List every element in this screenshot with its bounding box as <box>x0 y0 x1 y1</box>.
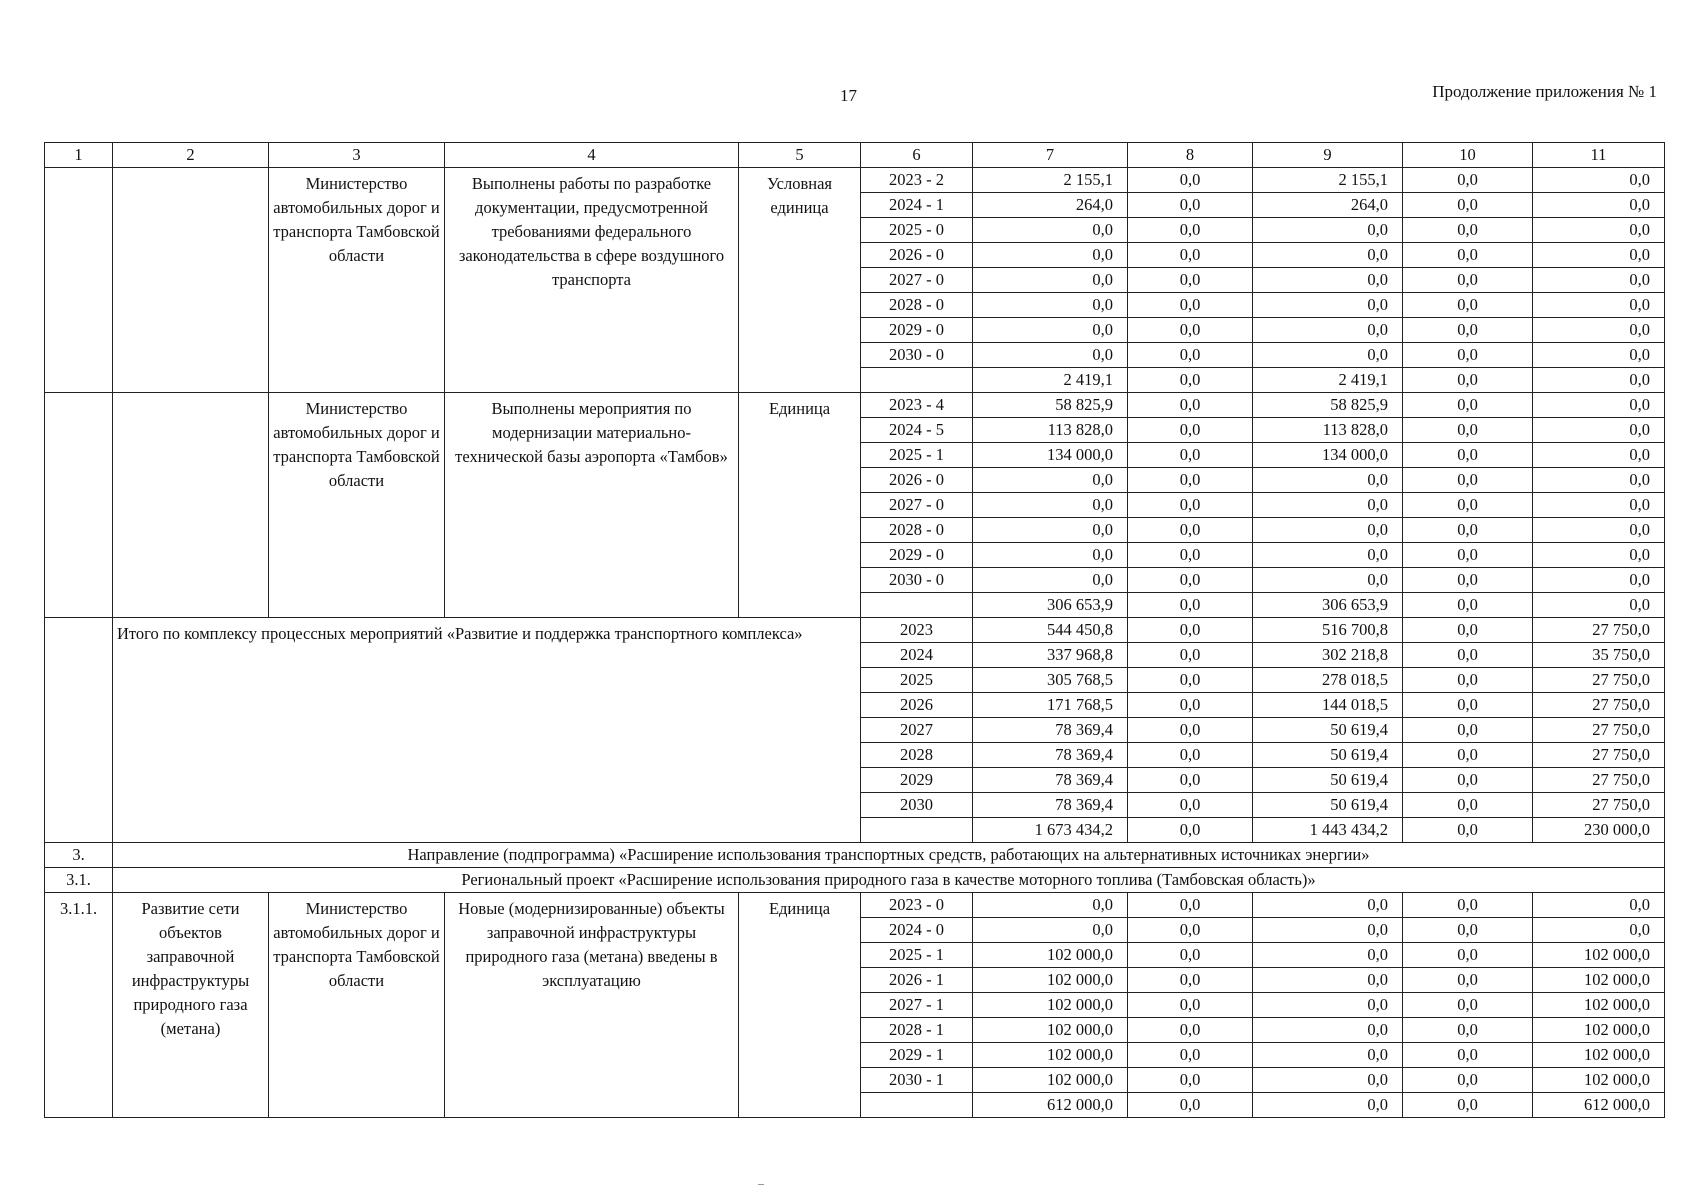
federal-value-cell: 0,0 <box>1128 193 1253 218</box>
total-value-cell: 78 369,4 <box>973 743 1128 768</box>
year-cell: 2026 - 1 <box>861 968 973 993</box>
total-value-cell: 134 000,0 <box>973 443 1128 468</box>
total-value-cell: 0,0 <box>973 268 1128 293</box>
regional-value-cell: 0,0 <box>1253 493 1403 518</box>
federal-value-cell: 0,0 <box>1128 418 1253 443</box>
regional-value-cell: 144 018,5 <box>1253 693 1403 718</box>
column-number: 7 <box>973 143 1128 168</box>
federal-value-cell: 0,0 <box>1128 593 1253 618</box>
year-cell: 2025 - 1 <box>861 943 973 968</box>
table-row <box>45 893 1665 918</box>
column-number: 8 <box>1128 143 1253 168</box>
total-value-cell: 612 000,0 <box>973 1093 1128 1118</box>
local-value-cell: 0,0 <box>1403 418 1533 443</box>
local-value-cell: 0,0 <box>1403 168 1533 193</box>
total-value-cell: 0,0 <box>973 293 1128 318</box>
year-cell <box>861 593 973 618</box>
table-row <box>45 168 1665 193</box>
extrabudget-value-cell: 0,0 <box>1533 393 1665 418</box>
local-value-cell: 0,0 <box>1403 268 1533 293</box>
regional-value-cell: 0,0 <box>1253 343 1403 368</box>
extrabudget-value-cell: 27 750,0 <box>1533 768 1665 793</box>
extrabudget-value-cell: 0,0 <box>1533 418 1665 443</box>
federal-value-cell: 0,0 <box>1128 268 1253 293</box>
total-value-cell: 102 000,0 <box>973 993 1128 1018</box>
column-number: 6 <box>861 143 973 168</box>
federal-value-cell: 0,0 <box>1128 893 1253 918</box>
year-cell: 2030 - 0 <box>861 343 973 368</box>
extrabudget-value-cell: 27 750,0 <box>1533 618 1665 643</box>
federal-value-cell: 0,0 <box>1128 943 1253 968</box>
local-value-cell: 0,0 <box>1403 218 1533 243</box>
total-value-cell: 0,0 <box>973 918 1128 943</box>
regional-value-cell: 0,0 <box>1253 243 1403 268</box>
regional-value-cell: 0,0 <box>1253 1018 1403 1043</box>
table-row <box>45 393 1665 418</box>
section-title-cell: Региональный проект «Расширение использования природного газа в качестве моторного топлива (Тамбовская область)» <box>113 868 1665 893</box>
measure-name-cell: Развитие сети объектов заправочной инфраструктуры природного газа (метана) <box>113 893 269 1118</box>
regional-value-cell: 0,0 <box>1253 293 1403 318</box>
column-number: 2 <box>113 143 269 168</box>
regional-value-cell: 0,0 <box>1253 943 1403 968</box>
section-number-cell: 3.1. <box>45 868 113 893</box>
federal-value-cell: 0,0 <box>1128 643 1253 668</box>
local-value-cell: 0,0 <box>1403 468 1533 493</box>
regional-value-cell: 0,0 <box>1253 518 1403 543</box>
federal-value-cell: 0,0 <box>1128 818 1253 843</box>
extrabudget-value-cell: 0,0 <box>1533 568 1665 593</box>
regional-value-cell: 113 828,0 <box>1253 418 1403 443</box>
local-value-cell: 0,0 <box>1403 968 1533 993</box>
federal-value-cell: 0,0 <box>1128 518 1253 543</box>
federal-value-cell: 0,0 <box>1128 793 1253 818</box>
regional-value-cell: 0,0 <box>1253 1093 1403 1118</box>
local-value-cell: 0,0 <box>1403 643 1533 668</box>
federal-value-cell: 0,0 <box>1128 618 1253 643</box>
extrabudget-value-cell: 230 000,0 <box>1533 818 1665 843</box>
year-cell <box>861 368 973 393</box>
local-value-cell: 0,0 <box>1403 793 1533 818</box>
year-cell: 2027 - 1 <box>861 993 973 1018</box>
regional-value-cell: 2 155,1 <box>1253 168 1403 193</box>
total-value-cell: 0,0 <box>973 243 1128 268</box>
total-label-cell: Итого по комплексу процессных мероприятий «Развитие и поддержка транспортного комплекса» <box>113 618 861 843</box>
year-cell: 2028 - 0 <box>861 293 973 318</box>
local-value-cell: 0,0 <box>1403 918 1533 943</box>
extrabudget-value-cell: 102 000,0 <box>1533 943 1665 968</box>
local-value-cell: 0,0 <box>1403 343 1533 368</box>
local-value-cell: 0,0 <box>1403 718 1533 743</box>
year-cell: 2026 - 0 <box>861 468 973 493</box>
local-value-cell: 0,0 <box>1403 1043 1533 1068</box>
federal-value-cell: 0,0 <box>1128 968 1253 993</box>
total-value-cell: 0,0 <box>973 218 1128 243</box>
extrabudget-value-cell: 0,0 <box>1533 343 1665 368</box>
year-cell: 2025 - 0 <box>861 218 973 243</box>
total-value-cell: 171 768,5 <box>973 693 1128 718</box>
federal-value-cell: 0,0 <box>1128 293 1253 318</box>
section-row <box>45 843 1665 868</box>
year-cell: 2027 - 0 <box>861 268 973 293</box>
year-cell: 2024 <box>861 643 973 668</box>
regional-value-cell: 0,0 <box>1253 543 1403 568</box>
regional-value-cell: 58 825,9 <box>1253 393 1403 418</box>
extrabudget-value-cell: 0,0 <box>1533 918 1665 943</box>
year-cell: 2024 - 5 <box>861 418 973 443</box>
column-number: 10 <box>1403 143 1533 168</box>
responsible-org-cell: Министерство автомобильных дорог и транспорта Тамбовской области <box>269 893 445 1118</box>
year-cell: 2028 <box>861 743 973 768</box>
local-value-cell: 0,0 <box>1403 1068 1533 1093</box>
responsible-org-cell: Министерство автомобильных дорог и транспорта Тамбовской области <box>269 168 445 393</box>
regional-value-cell: 516 700,8 <box>1253 618 1403 643</box>
regional-value-cell: 0,0 <box>1253 1043 1403 1068</box>
measure-name-cell <box>113 168 269 393</box>
extrabudget-value-cell: 0,0 <box>1533 218 1665 243</box>
local-value-cell: 0,0 <box>1403 493 1533 518</box>
local-value-cell: 0,0 <box>1403 768 1533 793</box>
extrabudget-value-cell: 27 750,0 <box>1533 743 1665 768</box>
year-cell: 2029 - 0 <box>861 543 973 568</box>
measure-name-cell <box>113 393 269 618</box>
responsible-org-cell: Министерство автомобильных дорог и транспорта Тамбовской области <box>269 393 445 618</box>
federal-value-cell: 0,0 <box>1128 543 1253 568</box>
federal-value-cell: 0,0 <box>1128 243 1253 268</box>
year-cell: 2030 <box>861 793 973 818</box>
local-value-cell: 0,0 <box>1403 293 1533 318</box>
regional-value-cell: 0,0 <box>1253 268 1403 293</box>
federal-value-cell: 0,0 <box>1128 743 1253 768</box>
federal-value-cell: 0,0 <box>1128 368 1253 393</box>
year-cell: 2030 - 1 <box>861 1068 973 1093</box>
year-cell: 2026 <box>861 693 973 718</box>
extrabudget-value-cell: 102 000,0 <box>1533 968 1665 993</box>
regional-value-cell: 302 218,8 <box>1253 643 1403 668</box>
extrabudget-value-cell: 0,0 <box>1533 318 1665 343</box>
total-value-cell: 102 000,0 <box>973 1068 1128 1093</box>
number-cell: 3.1.1. <box>45 893 113 1118</box>
total-value-cell: 102 000,0 <box>973 1043 1128 1068</box>
federal-value-cell: 0,0 <box>1128 1093 1253 1118</box>
regional-value-cell: 0,0 <box>1253 568 1403 593</box>
year-cell: 2023 - 2 <box>861 168 973 193</box>
result-description-cell: Новые (модернизированные) объекты заправочной инфраструктуры природного газа (метана) введены в эксплуатацию <box>445 893 739 1118</box>
extrabudget-value-cell: 35 750,0 <box>1533 643 1665 668</box>
regional-value-cell: 306 653,9 <box>1253 593 1403 618</box>
year-cell: 2023 - 0 <box>861 893 973 918</box>
local-value-cell: 0,0 <box>1403 668 1533 693</box>
federal-value-cell: 0,0 <box>1128 918 1253 943</box>
extrabudget-value-cell: 27 750,0 <box>1533 668 1665 693</box>
page-number: 17 <box>840 86 857 105</box>
extrabudget-value-cell: 102 000,0 <box>1533 993 1665 1018</box>
federal-value-cell: 0,0 <box>1128 393 1253 418</box>
federal-value-cell: 0,0 <box>1128 493 1253 518</box>
regional-value-cell: 0,0 <box>1253 318 1403 343</box>
local-value-cell: 0,0 <box>1403 1018 1533 1043</box>
extrabudget-value-cell: 0,0 <box>1533 593 1665 618</box>
total-value-cell: 337 968,8 <box>973 643 1128 668</box>
extrabudget-value-cell: 0,0 <box>1533 243 1665 268</box>
total-value-cell: 0,0 <box>973 893 1128 918</box>
extrabudget-value-cell: 0,0 <box>1533 368 1665 393</box>
federal-value-cell: 0,0 <box>1128 1068 1253 1093</box>
year-cell: 2029 - 1 <box>861 1043 973 1068</box>
year-cell: 2025 <box>861 668 973 693</box>
extrabudget-value-cell: 0,0 <box>1533 168 1665 193</box>
total-value-cell: 264,0 <box>973 193 1128 218</box>
year-cell: 2029 <box>861 768 973 793</box>
regional-value-cell: 264,0 <box>1253 193 1403 218</box>
table-row <box>45 618 1665 643</box>
local-value-cell: 0,0 <box>1403 818 1533 843</box>
federal-value-cell: 0,0 <box>1128 443 1253 468</box>
local-value-cell: 0,0 <box>1403 243 1533 268</box>
year-cell: 2028 - 1 <box>861 1018 973 1043</box>
extrabudget-value-cell: 27 750,0 <box>1533 693 1665 718</box>
year-cell: 2027 - 0 <box>861 493 973 518</box>
extrabudget-value-cell: 0,0 <box>1533 268 1665 293</box>
total-value-cell: 1 673 434,2 <box>973 818 1128 843</box>
local-value-cell: 0,0 <box>1403 893 1533 918</box>
federal-value-cell: 0,0 <box>1128 1043 1253 1068</box>
column-number: 11 <box>1533 143 1665 168</box>
number-cell <box>45 618 113 843</box>
year-cell <box>861 818 973 843</box>
extrabudget-value-cell: 102 000,0 <box>1533 1018 1665 1043</box>
local-value-cell: 0,0 <box>1403 393 1533 418</box>
extrabudget-value-cell: 0,0 <box>1533 293 1665 318</box>
extrabudget-value-cell: 612 000,0 <box>1533 1093 1665 1118</box>
total-value-cell: 78 369,4 <box>973 793 1128 818</box>
regional-value-cell: 0,0 <box>1253 918 1403 943</box>
total-value-cell: 2 419,1 <box>973 368 1128 393</box>
total-value-cell: 305 768,5 <box>973 668 1128 693</box>
year-cell: 2026 - 0 <box>861 243 973 268</box>
regional-value-cell: 50 619,4 <box>1253 793 1403 818</box>
year-cell <box>861 1093 973 1118</box>
extrabudget-value-cell: 0,0 <box>1533 443 1665 468</box>
extrabudget-value-cell: 27 750,0 <box>1533 793 1665 818</box>
local-value-cell: 0,0 <box>1403 443 1533 468</box>
scan-mark <box>758 1184 764 1185</box>
year-cell: 2025 - 1 <box>861 443 973 468</box>
federal-value-cell: 0,0 <box>1128 668 1253 693</box>
federal-value-cell: 0,0 <box>1128 568 1253 593</box>
federal-value-cell: 0,0 <box>1128 718 1253 743</box>
extrabudget-value-cell: 27 750,0 <box>1533 718 1665 743</box>
local-value-cell: 0,0 <box>1403 1093 1533 1118</box>
result-description-cell: Выполнены работы по разработке документации, предусмотренной требованиями федерального законодательства в сфере воздушного транспорта <box>445 168 739 393</box>
total-value-cell: 102 000,0 <box>973 968 1128 993</box>
regional-value-cell: 0,0 <box>1253 1068 1403 1093</box>
total-value-cell: 0,0 <box>973 493 1128 518</box>
local-value-cell: 0,0 <box>1403 618 1533 643</box>
local-value-cell: 0,0 <box>1403 318 1533 343</box>
unit-cell: Условная единица <box>739 168 861 393</box>
year-cell: 2027 <box>861 718 973 743</box>
total-value-cell: 102 000,0 <box>973 1018 1128 1043</box>
extrabudget-value-cell: 0,0 <box>1533 518 1665 543</box>
column-number: 9 <box>1253 143 1403 168</box>
regional-value-cell: 0,0 <box>1253 968 1403 993</box>
column-number: 1 <box>45 143 113 168</box>
federal-value-cell: 0,0 <box>1128 318 1253 343</box>
total-value-cell: 544 450,8 <box>973 618 1128 643</box>
federal-value-cell: 0,0 <box>1128 693 1253 718</box>
extrabudget-value-cell: 102 000,0 <box>1533 1068 1665 1093</box>
total-value-cell: 78 369,4 <box>973 718 1128 743</box>
federal-value-cell: 0,0 <box>1128 993 1253 1018</box>
extrabudget-value-cell: 0,0 <box>1533 468 1665 493</box>
total-value-cell: 0,0 <box>973 518 1128 543</box>
year-cell: 2024 - 0 <box>861 918 973 943</box>
local-value-cell: 0,0 <box>1403 368 1533 393</box>
local-value-cell: 0,0 <box>1403 568 1533 593</box>
total-value-cell: 0,0 <box>973 543 1128 568</box>
federal-value-cell: 0,0 <box>1128 468 1253 493</box>
column-number: 3 <box>269 143 445 168</box>
regional-value-cell: 134 000,0 <box>1253 443 1403 468</box>
regional-value-cell: 0,0 <box>1253 218 1403 243</box>
regional-value-cell: 50 619,4 <box>1253 768 1403 793</box>
federal-value-cell: 0,0 <box>1128 168 1253 193</box>
federal-value-cell: 0,0 <box>1128 218 1253 243</box>
section-title-cell: Направление (подпрограмма) «Расширение использования транспортных средств, работающих на альтернативных источниках энергии» <box>113 843 1665 868</box>
regional-value-cell: 1 443 434,2 <box>1253 818 1403 843</box>
extrabudget-value-cell: 0,0 <box>1533 193 1665 218</box>
year-cell: 2029 - 0 <box>861 318 973 343</box>
local-value-cell: 0,0 <box>1403 593 1533 618</box>
federal-value-cell: 0,0 <box>1128 1018 1253 1043</box>
unit-cell: Единица <box>739 393 861 618</box>
year-cell: 2023 <box>861 618 973 643</box>
regional-value-cell: 2 419,1 <box>1253 368 1403 393</box>
column-number: 4 <box>445 143 739 168</box>
local-value-cell: 0,0 <box>1403 193 1533 218</box>
local-value-cell: 0,0 <box>1403 518 1533 543</box>
local-value-cell: 0,0 <box>1403 743 1533 768</box>
total-value-cell: 0,0 <box>973 468 1128 493</box>
result-description-cell: Выполнены мероприятия по модернизации материально-технической базы аэропорта «Тамбов» <box>445 393 739 618</box>
regional-value-cell: 0,0 <box>1253 468 1403 493</box>
total-value-cell: 113 828,0 <box>973 418 1128 443</box>
year-cell: 2030 - 0 <box>861 568 973 593</box>
total-value-cell: 0,0 <box>973 318 1128 343</box>
year-cell: 2028 - 0 <box>861 518 973 543</box>
budget-table <box>44 142 1665 1118</box>
column-number: 5 <box>739 143 861 168</box>
total-value-cell: 78 369,4 <box>973 768 1128 793</box>
regional-value-cell: 0,0 <box>1253 993 1403 1018</box>
federal-value-cell: 0,0 <box>1128 343 1253 368</box>
regional-value-cell: 50 619,4 <box>1253 718 1403 743</box>
year-cell: 2023 - 4 <box>861 393 973 418</box>
extrabudget-value-cell: 0,0 <box>1533 543 1665 568</box>
page-caption: Продолжение приложения № 1 <box>1432 82 1657 101</box>
regional-value-cell: 278 018,5 <box>1253 668 1403 693</box>
total-value-cell: 58 825,9 <box>973 393 1128 418</box>
total-value-cell: 0,0 <box>973 568 1128 593</box>
year-cell: 2024 - 1 <box>861 193 973 218</box>
total-value-cell: 306 653,9 <box>973 593 1128 618</box>
total-value-cell: 2 155,1 <box>973 168 1128 193</box>
column-number-row <box>45 143 1665 168</box>
federal-value-cell: 0,0 <box>1128 768 1253 793</box>
section-number-cell: 3. <box>45 843 113 868</box>
local-value-cell: 0,0 <box>1403 993 1533 1018</box>
total-value-cell: 102 000,0 <box>973 943 1128 968</box>
local-value-cell: 0,0 <box>1403 543 1533 568</box>
extrabudget-value-cell: 102 000,0 <box>1533 1043 1665 1068</box>
number-cell <box>45 168 113 393</box>
unit-cell: Единица <box>739 893 861 1118</box>
regional-value-cell: 0,0 <box>1253 893 1403 918</box>
number-cell <box>45 393 113 618</box>
regional-value-cell: 50 619,4 <box>1253 743 1403 768</box>
subsection-row <box>45 868 1665 893</box>
total-value-cell: 0,0 <box>973 343 1128 368</box>
local-value-cell: 0,0 <box>1403 943 1533 968</box>
extrabudget-value-cell: 0,0 <box>1533 493 1665 518</box>
extrabudget-value-cell: 0,0 <box>1533 893 1665 918</box>
local-value-cell: 0,0 <box>1403 693 1533 718</box>
